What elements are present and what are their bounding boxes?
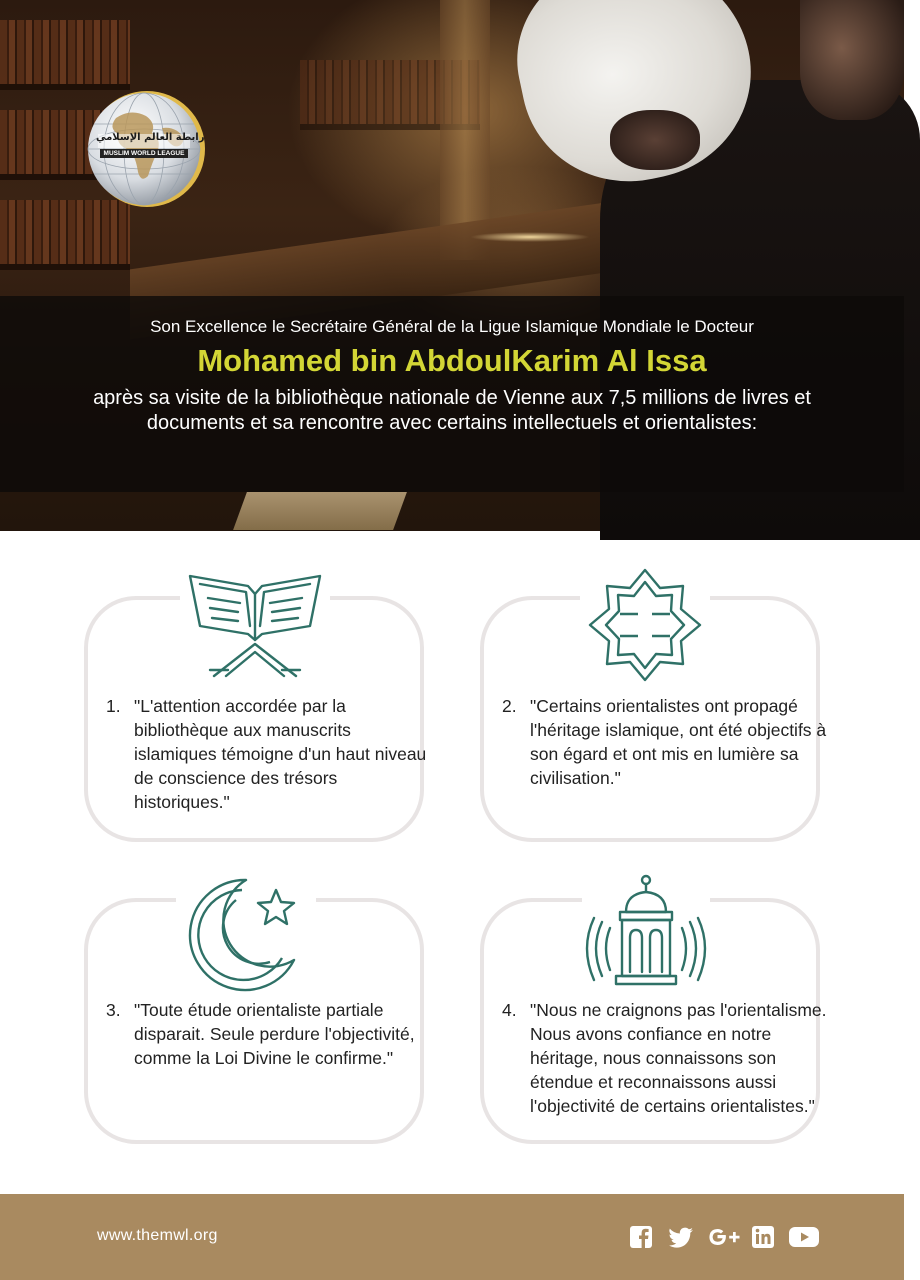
quote-number: 1. [106,696,121,716]
manuscript-page [233,492,407,530]
website-link[interactable]: www.themwl.org [97,1227,218,1244]
display-light [470,232,590,242]
lantern-icon [582,872,710,994]
quote-text: "Nous ne craignons pas l'orientalisme. Nous avons confiance en notre héritage, nous connaissons son étendue et reconnaissons aussi l'objectivité de certains orientalistes." [530,1000,827,1116]
quote-3 [106,998,426,1108]
linkedin-icon[interactable] [752,1224,774,1250]
quote-4 [502,998,827,1148]
banner-name: Mohamed bin AbdoulKarim Al Issa [197,343,707,378]
google-plus-icon[interactable] [706,1224,742,1250]
quote-text: "Certains orientalistes ont propagé l'héritage islamique, ont été objectifs à son égard et ont mis en lumière sa civilisation." [530,696,827,788]
person-face [610,110,700,170]
bookshelf [0,200,130,270]
quote-2 [502,694,827,824]
quote-number: 2. [502,696,517,716]
bookshelf [0,20,130,90]
youtube-icon[interactable] [788,1224,820,1250]
logo-arabic: رابطة العالم الإسلامي [96,132,205,143]
islamic-star-icon [580,566,710,684]
twitter-icon[interactable] [668,1224,694,1250]
quote-number: 3. [106,1000,121,1020]
quote-text: "Toute étude orientaliste partiale disparait. Seule perdure l'objectivité, comme la Loi Divine le confirme." [134,1000,415,1068]
background-person [800,0,904,120]
mwl-logo [86,88,208,210]
quote-number: 4. [502,1000,517,1020]
quote-1 [106,694,426,824]
crescent-star-icon [176,872,316,994]
facebook-icon[interactable] [630,1224,652,1250]
banner-description: après sa visite de la bibliothèque nationale de Vienne aux 7,5 millions de livres et documents et sa rencontre avec certains intellectuels et orientalistes: [93,387,811,434]
quran-book-icon [180,564,330,684]
hero-photo [0,0,904,531]
logo-english: MUSLIM WORLD LEAGUE [103,150,185,157]
banner-intro: Son Excellence le Secrétaire Général de la Ligue Islamique Mondiale le Docteur [150,317,754,336]
title-banner [0,296,904,492]
footer [0,1194,904,1280]
quote-text: "L'attention accordée par la bibliothèque aux manuscrits islamiques témoigne d'un haut niveau de conscience des trésors historiques." [134,696,427,812]
